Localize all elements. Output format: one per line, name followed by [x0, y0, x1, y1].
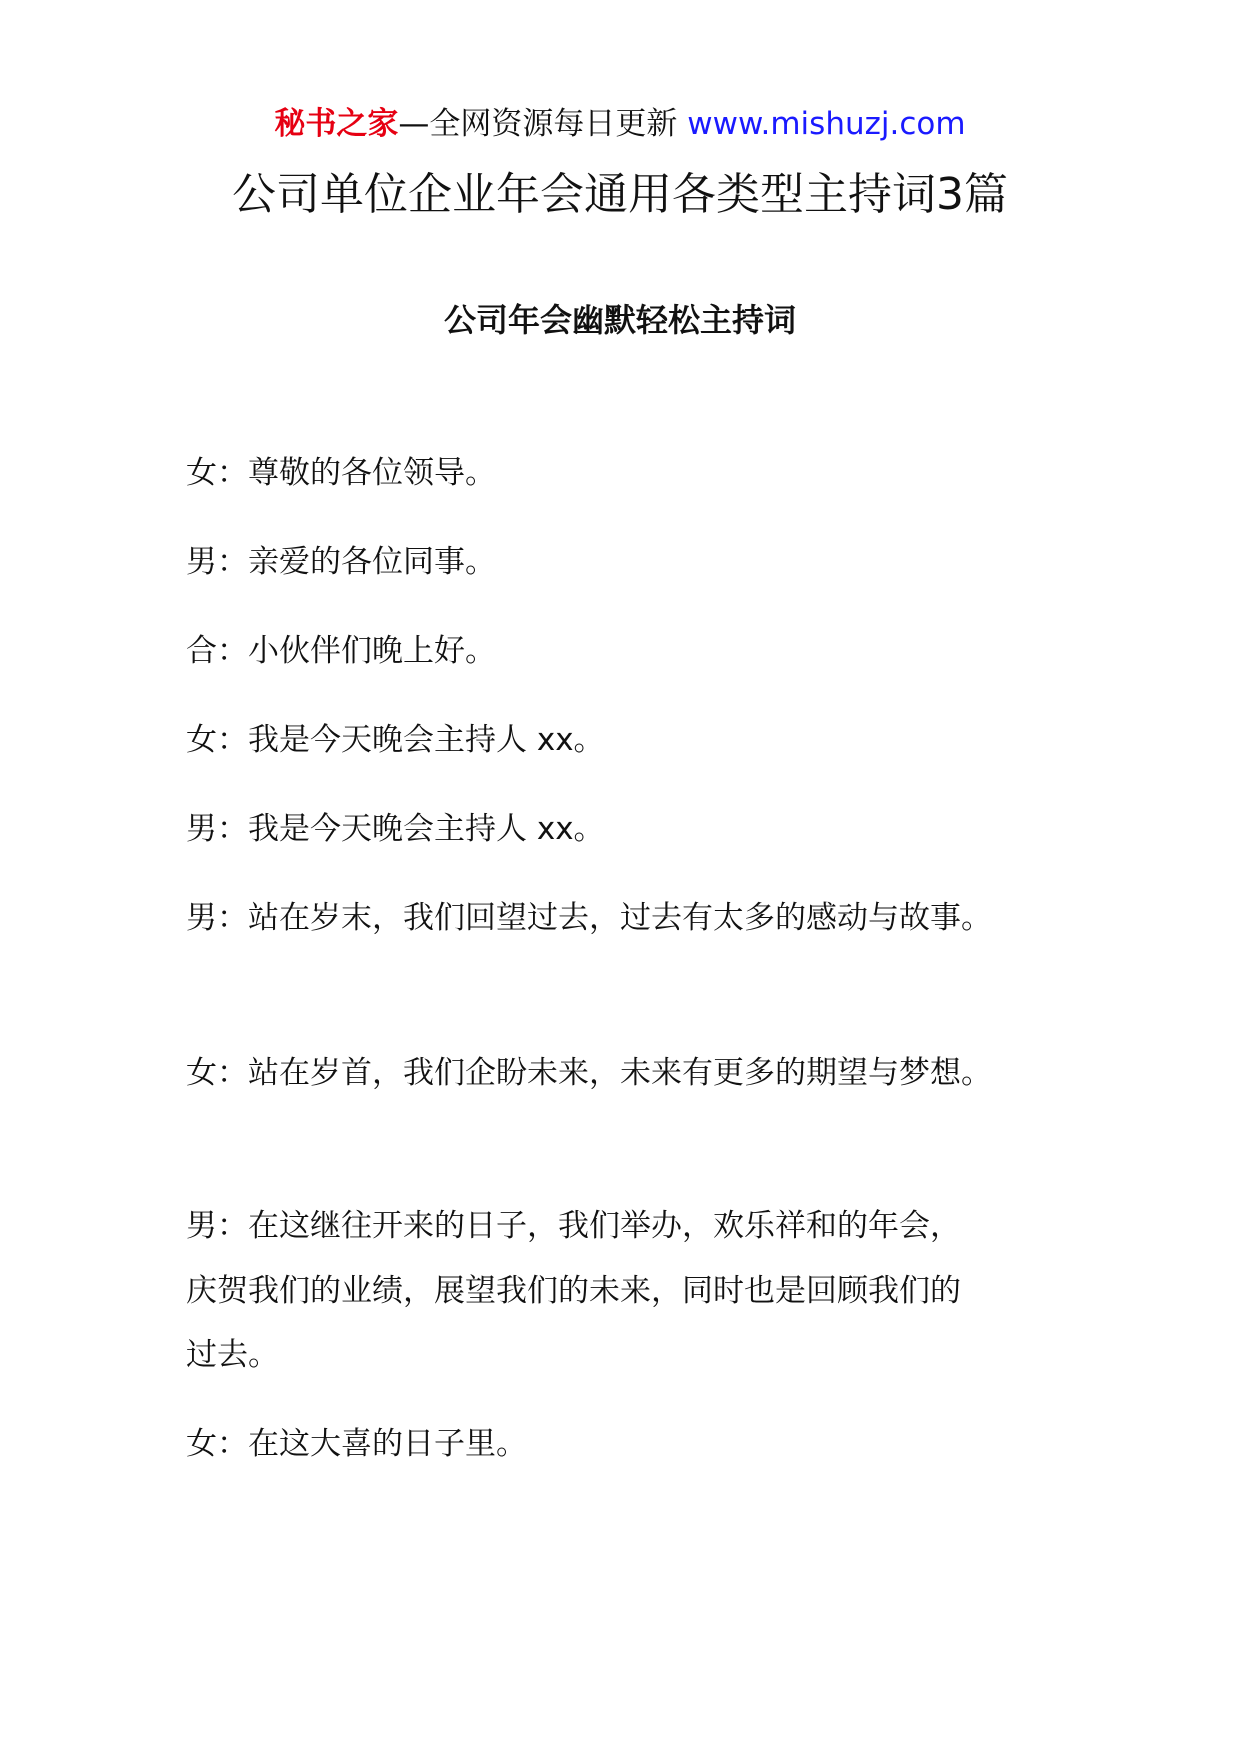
document-title: 公司单位企业年会通用各类型主持词3篇	[232, 169, 1008, 220]
paragraph: 男：站在岁末，我们回望过去，过去有太多的感动与故事。	[186, 900, 992, 936]
paragraph: 男：我是今天晚会主持人 xx。	[186, 811, 605, 847]
header-tagline: —全网资源每日更新	[398, 106, 688, 142]
site-url[interactable]: www.mishuzj.com	[687, 106, 966, 142]
paragraph: 庆贺我们的业绩，展望我们的未来，同时也是回顾我们的	[186, 1273, 961, 1309]
paragraph: 男：在这继往开来的日子，我们举办，欢乐祥和的年会，	[186, 1208, 961, 1244]
section-title: 公司年会幽默轻松主持词	[443, 301, 796, 339]
brand-name: 秘书之家	[274, 106, 399, 142]
site-header	[0, 98, 1240, 150]
paragraph: 男：亲爱的各位同事。	[186, 544, 496, 580]
paragraph: 女：我是今天晚会主持人 xx。	[186, 722, 605, 758]
paragraph: 过去。	[186, 1337, 279, 1373]
paragraph: 女：在这大喜的日子里。	[186, 1426, 527, 1462]
paragraph: 女：尊敬的各位领导。	[186, 455, 496, 491]
paragraph: 合：小伙伴们晚上好。	[186, 633, 496, 669]
paragraph: 女：站在岁首，我们企盼未来，未来有更多的期望与梦想。	[186, 1055, 992, 1091]
